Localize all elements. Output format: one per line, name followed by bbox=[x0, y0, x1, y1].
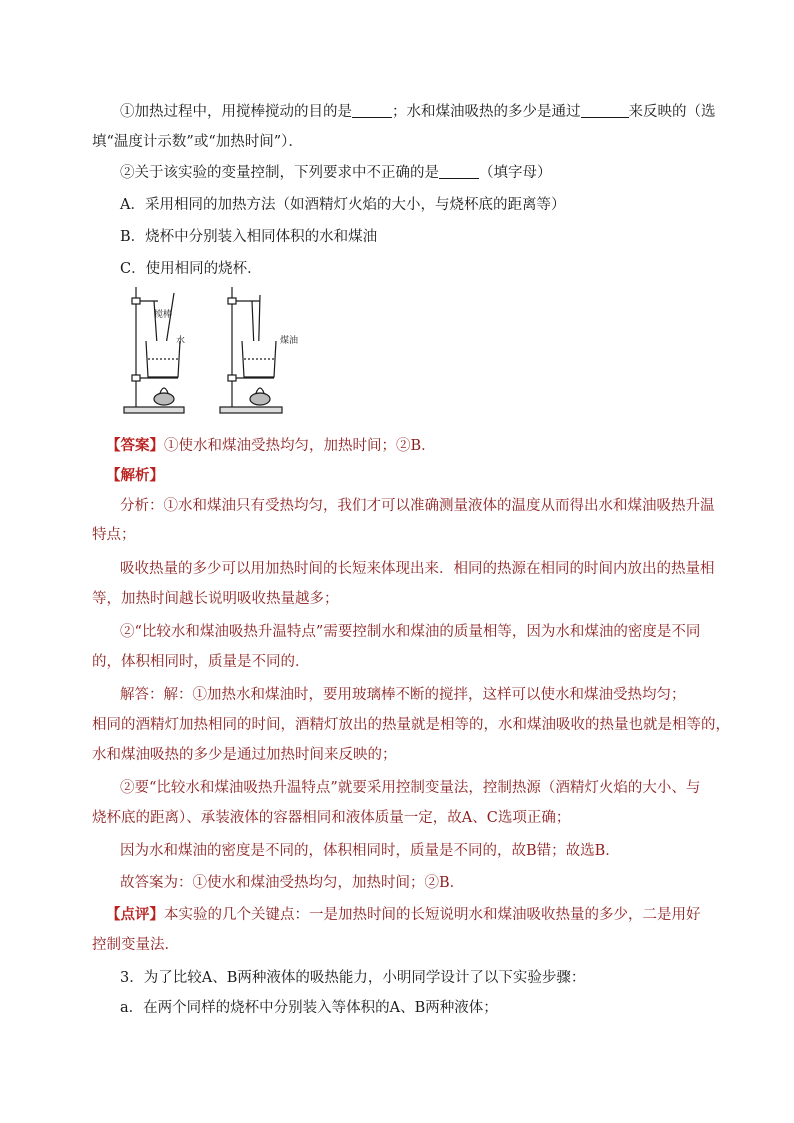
comment-line-2: 控制变量法． bbox=[92, 937, 179, 953]
question-1-text-a: ①加热过程中，用搅棒搅动的目的是 bbox=[120, 104, 352, 120]
analysis-line-6: 的，体积相同时，质量是不同的． bbox=[92, 654, 310, 670]
answer-tag: 【答案】 bbox=[106, 437, 164, 454]
answer-line bbox=[106, 436, 702, 456]
analysis-line-13: 故答案为：①使水和煤油受热均匀，加热时间；②B． bbox=[120, 875, 465, 891]
analysis-line-11: 烧杯底的距离）、承装液体的容器相同和液体质量一定，故A、C选项正确； bbox=[92, 810, 571, 826]
option-b: B．烧杯中分别装入相同体积的水和煤油 bbox=[120, 229, 378, 245]
analysis-line-1: 分析：①水和煤油只有受热均匀，我们才可以准确测量液体的温度从而得出水和煤油吸热升温 bbox=[120, 498, 715, 514]
question-1-line-2: 填“温度计示数”或“加热时间”）． bbox=[92, 134, 303, 150]
answer-text: ①使水和煤油受热均匀，加热时间；②B． bbox=[164, 438, 436, 454]
answer-blank-2 bbox=[581, 103, 629, 118]
option-a: A．采用相同的加热方法（如酒精灯火焰的大小，与烧杯底的距离等） bbox=[120, 197, 566, 213]
left-apparatus bbox=[124, 287, 184, 413]
analysis-line-3: 吸收热量的多少可以用加热时间的长短来体现出来．相同的热源在相同的时间内放出的热量相 bbox=[120, 561, 715, 577]
analysis-line-12: 因为水和煤油的密度是不同的，体积相同时，质量是不同的，故B错；故选B． bbox=[120, 843, 620, 859]
answer-blank-3 bbox=[439, 164, 479, 179]
question-3-line-1: 3．为了比较A、B两种液体的吸热能力，小明同学设计了以下实验步骤： bbox=[120, 970, 586, 986]
water-label: 水 bbox=[176, 336, 186, 346]
analysis-tag: 【解析】 bbox=[106, 467, 164, 484]
analysis-line-5: ②“比较水和煤油吸热升温特点”需要控制水和煤油的质量相等，因为水和煤油的密度是不同 bbox=[120, 624, 701, 640]
comment-line-1 bbox=[106, 905, 702, 925]
answer-blank-1 bbox=[352, 103, 392, 118]
analysis-line-9: 水和煤油吸热的多少是通过加热时间来反映的； bbox=[92, 747, 397, 763]
analysis-line-10: ②要“比较水和煤油吸热升温特点”就要采用控制变量法，控制热源（酒精灯火焰的大小、与 bbox=[120, 780, 701, 796]
stir-rod-label: 搅棒 bbox=[154, 310, 173, 320]
kerosene-label: 煤油 bbox=[280, 336, 299, 346]
comment-text: 本实验的几个关键点：一是加热时间的长短说明水和煤油吸收热量的多少，二是用好 bbox=[164, 907, 701, 923]
comment-tag: 【点评】 bbox=[106, 906, 164, 923]
analysis-line-7: 解答：解：①加热水和煤油时，要用玻璃棒不断的搅拌，这样可以使水和煤油受热均匀； bbox=[120, 687, 686, 703]
question-2-text-a: ②关于该实验的变量控制，下列要求中不正确的是 bbox=[120, 165, 439, 181]
option-c: C．使用相同的烧杯． bbox=[120, 261, 262, 277]
question-1-text-b: ；水和煤油吸热的多少是通过 bbox=[392, 104, 581, 120]
question-2-text-b: （填字母） bbox=[479, 165, 552, 181]
analysis-line-4: 等，加热时间越长说明吸收热量越多； bbox=[92, 591, 339, 607]
experiment-apparatus-figure bbox=[124, 283, 299, 423]
question-3-line-2: a．在两个同样的烧杯中分别装入等体积的A、B两种液体； bbox=[120, 1000, 498, 1016]
question-1-line-1 bbox=[120, 102, 716, 122]
question-2-line bbox=[120, 163, 702, 183]
question-1-text-c: 来反映的（选 bbox=[628, 104, 716, 120]
analysis-line-8: 相同的酒精灯加热相同的时间，酒精灯放出的热量就是相等的，水和煤油吸收的热量也就是相等的， bbox=[92, 717, 730, 733]
right-apparatus bbox=[220, 287, 282, 413]
analysis-line-2: 特点； bbox=[92, 527, 136, 543]
